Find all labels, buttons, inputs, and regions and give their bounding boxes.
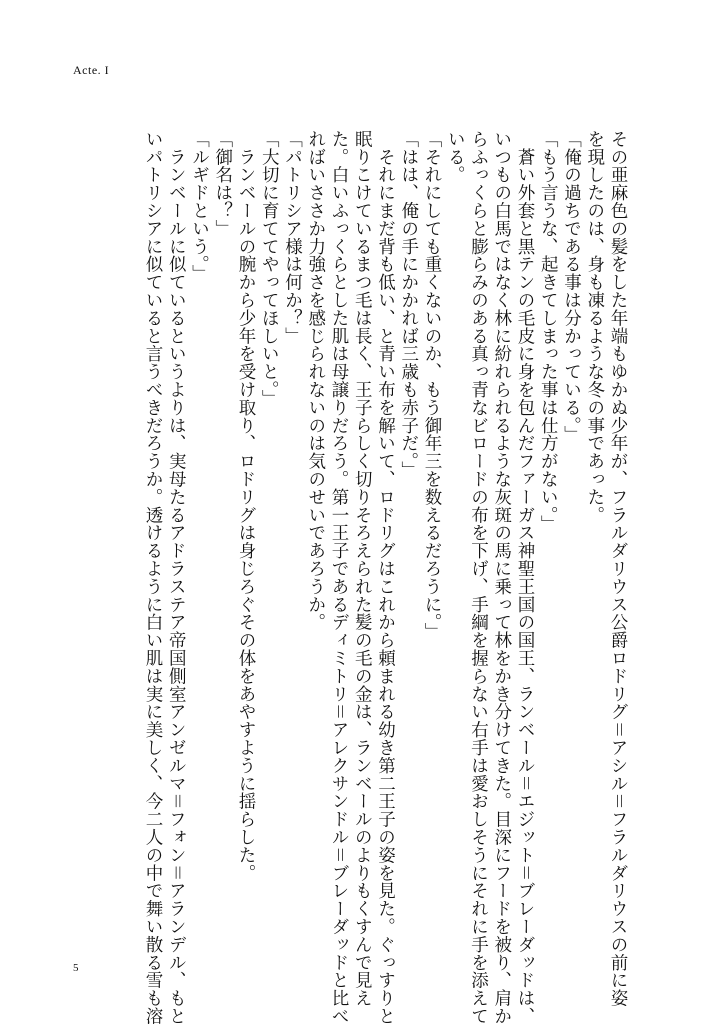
text-line: 「ルギドという。」 <box>189 130 210 283</box>
text-line: 「それにしても重くないのか、もう御年三を数えるだろうに。」 <box>422 130 442 641</box>
text-line: いパトリシアに似ていると言うべきだろうか。透けるように白い肌は実に美しく、今二人の中で舞い散る雪も溶 <box>143 130 163 1025</box>
text-line: いつもの白馬ではなく林に紛れられるような灰斑の馬に乗って林をかき分けてきた。目深にフードを被り、肩か <box>491 130 512 1025</box>
text-line: 「俺の過ちである事は分かっている。」 <box>561 130 582 444</box>
text-line: その亜麻色の髪をした年端もゆかぬ少年が、フラルダリウス公爵ロドリグ＝アシル＝フラルダリウスの前に姿 <box>608 130 628 1008</box>
running-header: Acte. I <box>73 63 110 77</box>
page-number: 5 <box>73 962 79 974</box>
text-line: 「パトリシア様は何か？」 <box>282 130 303 345</box>
text-line: 蒼い外套と黒テンの毛皮に身を包んだファーガス神聖王国の国王、ランベール＝エジット＝ブレーダッドは、 <box>515 130 535 1025</box>
text-line: 「大切に育ててやってほしいと。」 <box>259 130 280 408</box>
text-line: それにまだ背も低い、と青い布を解いて、ロドリグはこれから頼まれる幼き第二王子の姿を見た。ぐっすりと <box>375 130 396 1025</box>
text-line: 「もう言うな、起きてしまった事は仕方がない。」 <box>538 130 559 533</box>
text-line: いる。 <box>445 130 466 184</box>
text-line: ランベールに似ているというよりは、実母たるアドラステア帝国側室アンゼルマ＝フォン＝アランデル、もと <box>166 130 187 1025</box>
text-line: 「はは、俺の手にかかれば三歳も赤子だ。」 <box>398 130 419 480</box>
text-line: ればいささか力強さを感じられないのは気のせいであろうか。 <box>305 130 326 632</box>
vertical-text-body <box>141 130 629 1025</box>
text-line: を現したのは、身も凍るような冬の事であった。 <box>584 130 605 524</box>
text-line: た。白いふっくらとした肌は母譲りだろう。第一王子であるディミトリ＝アレクサンドル＝ブレーダッドと比べ <box>329 130 349 1025</box>
text-line: ランベールの腕から少年を受け取り、ロドリグは身じろぐその体をあやすように揺らした。 <box>236 130 256 882</box>
text-line: らふっくらと膨らみのある真っ青なビロードの布を下げ、手綱を握らない右手は愛おしそうにそれに手を添えて <box>468 130 489 1025</box>
text-line: 眠りこけているまつ毛は長く、王子らしく切りそろえられた髪の毛の金は、ランベールのよりもくすんで見え <box>352 130 373 1008</box>
text-line: 「御名は？」 <box>212 130 233 238</box>
